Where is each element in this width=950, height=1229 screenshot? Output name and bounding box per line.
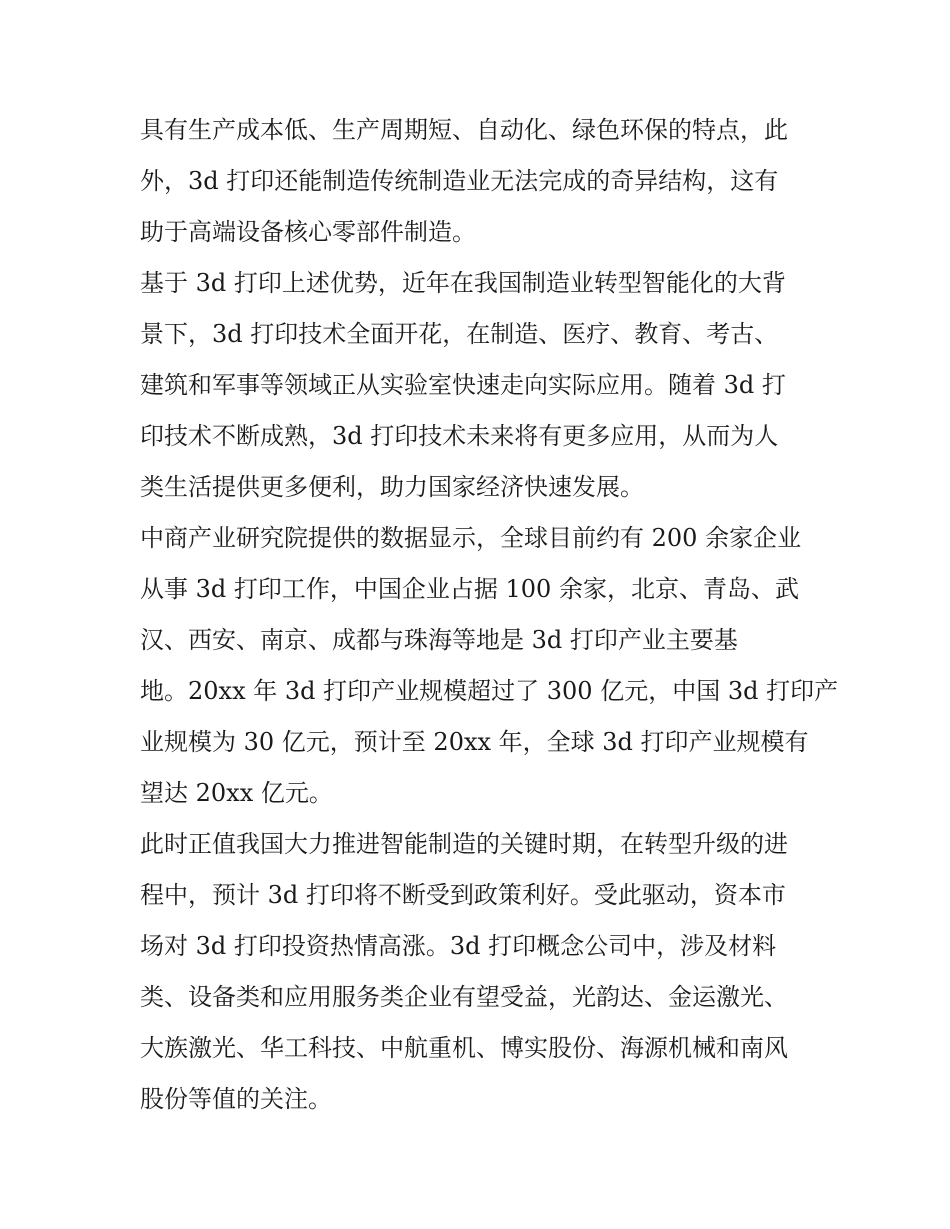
text-line: 股份等值的关注。 — [140, 1085, 332, 1113]
text-line: 地。20xx 年 3d 打印产业规模超过了 300 亿元，中国 3d 打印产 — [140, 677, 839, 705]
text-line: 汉、西安、南京、成都与珠海等地是 3d 打印产业主要基 — [140, 626, 738, 654]
text-line: 业规模为 30 亿元，预计至 20xx 年，全球 3d 打印产业规模有 — [140, 728, 809, 756]
text-line: 景下，3d 打印技术全面开花，在制造、医疗、教育、考古、 — [140, 320, 779, 348]
text-line: 类生活提供更多便利，助力国家经济快速发展。 — [140, 473, 644, 501]
text-line: 此时正值我国大力推进智能制造的关键时期，在转型升级的进 — [140, 830, 788, 858]
text-line: 望达 20xx 亿元。 — [140, 779, 333, 807]
text-line: 外，3d 打印还能制造传统制造业无法完成的奇异结构，这有 — [140, 167, 779, 195]
document-body — [140, 105, 839, 1125]
text-line: 印技术不断成熟，3d 打印技术未来将有更多应用，从而为人 — [140, 422, 779, 450]
text-line: 场对 3d 打印投资热情高涨。3d 打印概念公司中，涉及材料 — [140, 932, 777, 960]
text-line: 基于 3d 打印上述优势，近年在我国制造业转型智能化的大背 — [140, 269, 786, 297]
text-line: 程中，预计 3d 打印将不断受到政策利好。受此驱动，资本市 — [140, 881, 786, 909]
text-line: 建筑和军事等领域正从实验室快速走向实际应用。随着 3d 打 — [140, 371, 786, 399]
text-line: 类、设备类和应用服务类企业有望受益，光韵达、金运激光、 — [140, 983, 788, 1011]
text-line: 从事 3d 打印工作，中国企业占据 100 余家，北京、青岛、武 — [140, 575, 799, 603]
text-line: 中商产业研究院提供的数据显示，全球目前约有 200 余家企业 — [140, 524, 802, 552]
text-line: 具有生产成本低、生产周期短、自动化、绿色环保的特点，此 — [140, 116, 788, 144]
text-line: 助于高端设备核心零部件制造。 — [140, 218, 476, 246]
text-line: 大族激光、华工科技、中航重机、博实股份、海源机械和南风 — [140, 1034, 788, 1062]
